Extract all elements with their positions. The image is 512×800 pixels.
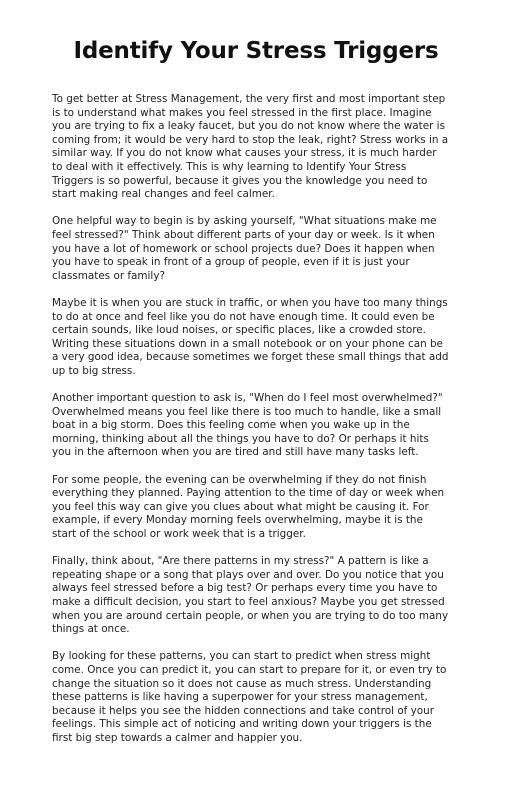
paragraph-examples: Maybe it is when you are stuck in traffic, or when you have too many things to do at once and feel like you do not have enough time. It could even be certain sounds, like loud noises, or specific places, like a crowded store. Writing these situations down in a small notebook or on your phone can be a very good idea, because sometimes we forget these small things that add up to big stress. xyxy=(52,296,449,377)
paragraph-timing: For some people, the evening can be overwhelming if they do not finish everything they planned. Paying attention to the time of day or week when you feel this way can give you clues about what might be causing it. For example, if every Monday morning feels overwhelming, maybe it is the start of the school or work week that is a trigger. xyxy=(52,473,445,540)
paragraph-conclusion: By looking for these patterns, you can start to predict when stress might come. Once you can predict it, you can start to prepare for it, or even try to change the situation so it does not cause as much stress. Understanding these patterns is like having a superpower for your stress management, because it helps you see the hidden connections and take control of your feelings. This simple act of noticing and writing down your triggers is the first big step towards a calmer and happier you. xyxy=(52,650,447,744)
paragraph-patterns: Finally, think about, "Are there patterns in my stress?" A pattern is like a repeating shape or a song that plays over and over. Do you notice that you always feel stressed before a big test? Or perhaps every time you have to make a difficult decision, you start to feel anxious? Maybe you get stressed when you are around certain people, or when you are trying to do too many things at once. xyxy=(52,555,449,636)
article-body xyxy=(52,93,450,759)
page-title: Identify Your Stress Triggers xyxy=(73,38,439,64)
paragraph-overwhelmed: Another important question to ask is, "When do I feel most overwhelmed?" Overwhelmed means you feel like there is too much to handle, like a small boat in a big storm. Does this feeling come when you wake up in the morning, thinking about all the things you have to do? Or perhaps it hits you in the afternoon when you are tired and still have many tasks left. xyxy=(52,392,443,459)
paragraph-intro: To get better at Stress Management, the very first and most important step is to understand what makes you feel stressed in the first place. Imagine you are trying to fix a leaky faucet, but you do not know where the water is coming from; it would be very hard to stop the leak, right? Stress works in a similar way. If you do not know what causes your stress, it is much harder to deal with it effectively. This is why learning to Identify Your Stress Triggers is so powerful, because it gives you the knowledge you need to start making real changes and feel calmer. xyxy=(52,93,449,201)
paragraph-situations: One helpful way to begin is by asking yourself, "What situations make me feel stressed?" Think about different parts of your day or week. Is it when you have a lot of homework or school projects due? Does it happen when you have to speak in front of a group of people, even if it is just your classmates or family? xyxy=(52,215,437,282)
